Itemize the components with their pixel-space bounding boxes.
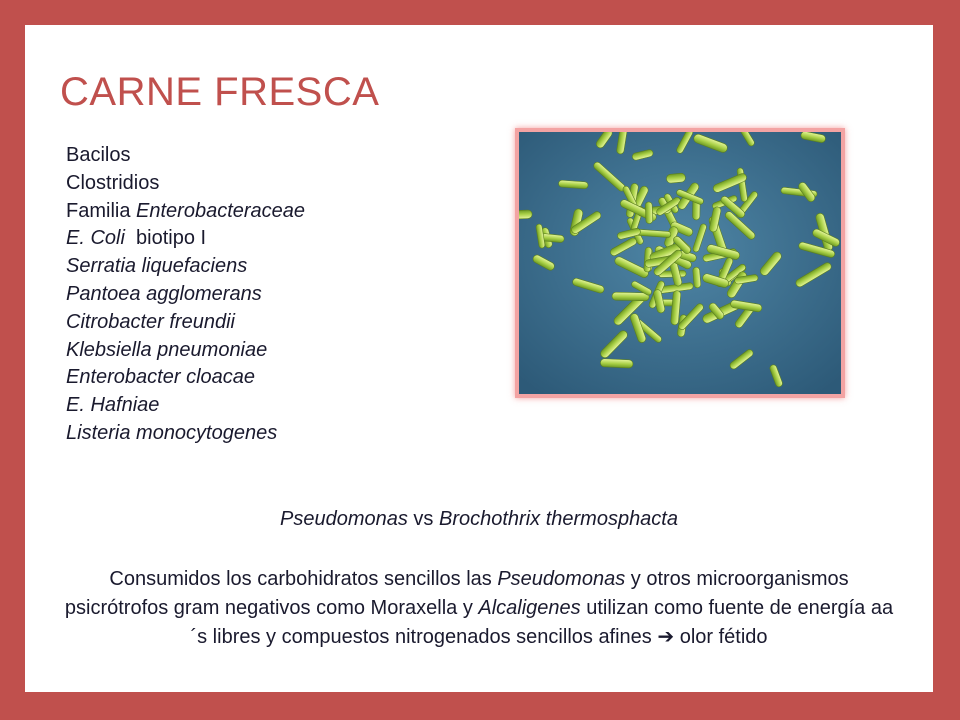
paragraph-text: utilizan como fuente de energía aa´s libres y compuestos nitrogenados sencillos afines [190, 597, 894, 648]
paragraph-text: Consumidos los carbohidratos sencillos las [109, 568, 498, 590]
list-item [66, 309, 305, 337]
bacterium-rod [600, 359, 633, 369]
bacteria-micrograph-icon [519, 132, 841, 394]
list-item [66, 142, 305, 170]
list-item-text: biotipo I [124, 227, 207, 250]
paragraph-text: olor fétido [674, 626, 768, 648]
comparison-line [25, 508, 933, 531]
slide-title: CARNE FRESCA [60, 70, 380, 114]
description-paragraph [63, 565, 895, 652]
list-item-text: Familia [66, 199, 137, 222]
list-item [66, 281, 305, 309]
list-item [66, 337, 305, 365]
list-item-italic: E. Hafniae [66, 394, 160, 417]
list-item-italic: E. Coli [66, 227, 125, 250]
list-item [66, 170, 305, 198]
arrow-right-icon: ➔ [657, 626, 675, 648]
paragraph-italic: Pseudomonas [497, 568, 626, 590]
list-item-text: Clostridios [66, 171, 160, 194]
list-item [66, 198, 305, 226]
list-item [66, 364, 305, 392]
bacterium-rod [519, 210, 532, 220]
bacterium-rod [693, 267, 701, 288]
bacterium-rod [645, 202, 653, 224]
list-item-italic: Serratia liquefaciens [66, 255, 248, 278]
bacteria-micrograph [515, 128, 845, 398]
list-item-italic: Listeria monocytogenes [66, 421, 278, 444]
list-item-italic: Citrobacter freundii [66, 310, 235, 333]
paragraph-text: y otros microorganismos psicrótrofos gram negativos como Moraxella y [64, 568, 849, 619]
list-item-italic: Enterobacteraceae [136, 199, 306, 222]
slide [25, 25, 933, 692]
list-item-italic: Pantoea agglomerans [66, 282, 262, 305]
paragraph-italic: Alcaligenes [478, 597, 581, 619]
list-item-text: Bacilos [66, 144, 131, 166]
bacterium-rod [612, 292, 649, 301]
list-item [66, 392, 305, 420]
list-item-italic: Enterobacter cloacae [66, 366, 256, 389]
organism-list [66, 142, 305, 448]
comparison-right: Brochothrix thermosphacta [438, 508, 678, 530]
list-item [66, 253, 305, 281]
list-item-italic: Klebsiella pneumoniae [66, 338, 268, 361]
list-item [66, 420, 305, 448]
comparison-left: Pseudomonas [279, 508, 408, 530]
comparison-vs: vs [407, 508, 439, 530]
bacterium-rod [666, 173, 686, 184]
list-item [66, 225, 305, 253]
